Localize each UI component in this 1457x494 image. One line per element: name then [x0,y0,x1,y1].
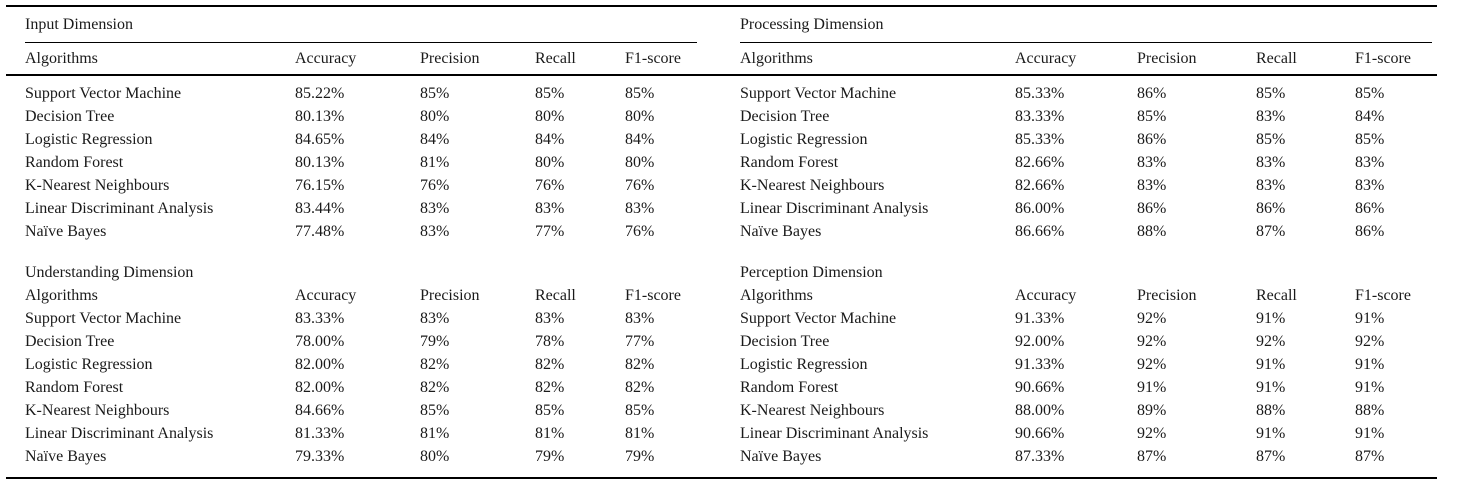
algorithm-name: Logistic Regression [740,131,868,148]
metric-value: 76.15% [295,177,345,194]
metric-value: 82.00% [295,379,345,396]
table-row [25,422,697,445]
table-row [25,399,697,422]
table-row [25,151,697,174]
metric-value: 86% [1355,200,1385,217]
table-row [25,330,697,353]
metric-value: 91.33% [1015,356,1065,373]
section-processing-dimension [740,7,1432,243]
metric-value: 83% [625,310,655,327]
algorithm-name: Logistic Regression [740,356,868,373]
section-title: Understanding Dimension [25,263,194,281]
metric-value: 82.00% [295,356,345,373]
table-row [740,399,1432,422]
table-row [740,376,1432,399]
metric-value: 91% [1256,310,1286,327]
algorithm-name: K-Nearest Neighbours [740,177,885,194]
metric-value: 92.00% [1015,333,1065,350]
table-body [25,307,697,468]
bottom-rule [6,477,1437,479]
table-row [740,220,1432,243]
metric-value: 85% [535,402,565,419]
metric-value: 92% [1137,356,1167,373]
metric-value: 81% [420,154,450,171]
table-row [740,174,1432,197]
metric-value: 83% [625,200,655,217]
column-header-f1-score: F1-score [1355,286,1411,304]
metric-value: 83% [535,310,565,327]
metric-value: 78% [535,333,565,350]
section-title-row [740,7,1432,42]
metric-value: 83% [535,200,565,217]
column-header-algorithms: Algorithms [25,286,98,304]
table-row [740,197,1432,220]
metric-value: 91.33% [1015,310,1065,327]
table-row [740,422,1432,445]
metric-value: 91% [1355,310,1385,327]
metric-value: 83% [420,223,450,240]
column-header-recall: Recall [1256,49,1297,67]
algorithm-name: Linear Discriminant Analysis [740,200,929,217]
column-header-recall: Recall [535,286,576,304]
algorithm-name: Linear Discriminant Analysis [740,425,929,442]
metric-value: 80% [625,108,655,125]
metric-value: 86.00% [1015,200,1065,217]
metric-value: 92% [1355,333,1385,350]
metric-value: 81% [420,425,450,442]
metric-value: 85.33% [1015,85,1065,102]
panel-right [728,7,1457,468]
metric-value: 91% [1355,356,1385,373]
metric-value: 87% [1355,448,1385,465]
metric-value: 85% [625,402,655,419]
metric-value: 81.33% [295,425,345,442]
metric-value: 80% [625,154,655,171]
metric-value: 78.00% [295,333,345,350]
metric-value: 91% [1256,379,1286,396]
column-header-accuracy: Accuracy [295,49,357,67]
algorithm-name: Linear Discriminant Analysis [25,425,214,442]
metric-value: 83.33% [1015,108,1065,125]
section-title: Processing Dimension [740,15,884,33]
metric-value: 79% [535,448,565,465]
metric-value: 86% [1137,200,1167,217]
column-header-f1-score: F1-score [1355,49,1411,67]
column-header-algorithms: Algorithms [740,286,813,304]
table-row [25,220,697,243]
metric-value: 80.13% [295,108,345,125]
metric-value: 85% [625,85,655,102]
metric-value: 85% [1355,131,1385,148]
table-row [25,128,697,151]
metric-value: 90.66% [1015,425,1065,442]
algorithm-name: Support Vector Machine [740,85,897,102]
metric-value: 91% [1256,356,1286,373]
metric-value: 87.33% [1015,448,1065,465]
metric-value: 79% [420,333,450,350]
column-header-f1-score: F1-score [625,49,681,67]
algorithm-name: Logistic Regression [25,131,153,148]
column-header-recall: Recall [1256,286,1297,304]
algorithm-name: Random Forest [25,379,124,396]
metric-value: 84% [535,131,565,148]
table-body [740,74,1432,243]
table-row [25,105,697,128]
metric-value: 83% [1256,154,1286,171]
metric-value: 82% [420,379,450,396]
metric-value: 80% [420,448,450,465]
table-row [740,445,1432,468]
section-perception-dimension [740,261,1432,468]
algorithm-name: Decision Tree [740,108,830,125]
table-row [25,353,697,376]
panel-left [0,7,728,468]
algorithm-name: Decision Tree [740,333,830,350]
algorithm-name: K-Nearest Neighbours [25,402,170,419]
column-header-row [25,43,697,74]
metric-value: 77% [625,333,655,350]
metric-value: 85% [1256,85,1286,102]
column-header-precision: Precision [1137,49,1197,67]
metric-value: 81% [535,425,565,442]
metric-value: 92% [1256,333,1286,350]
column-header-accuracy: Accuracy [1015,286,1077,304]
metric-value: 76% [625,177,655,194]
column-header-row [740,284,1432,307]
metric-value: 83% [1355,177,1385,194]
algorithm-name: Logistic Regression [25,356,153,373]
metric-value: 84% [420,131,450,148]
metric-value: 84.66% [295,402,345,419]
table-row [740,330,1432,353]
metric-value: 92% [1137,425,1167,442]
metric-value: 80.13% [295,154,345,171]
table-row [25,307,697,330]
metric-value: 87% [1256,223,1286,240]
metric-value: 76% [535,177,565,194]
section-input-dimension [25,7,697,243]
column-header-f1-score: F1-score [625,286,681,304]
table-body [25,74,697,243]
table-row [25,82,697,105]
column-header-recall: Recall [535,49,576,67]
column-header-algorithms: Algorithms [25,49,98,67]
metric-value: 79.33% [295,448,345,465]
metric-value: 91% [1355,379,1385,396]
section-title: Perception Dimension [740,263,883,281]
metric-value: 84.65% [295,131,345,148]
algorithm-name: K-Nearest Neighbours [740,402,885,419]
algorithm-name: Support Vector Machine [25,85,182,102]
metric-value: 87% [1137,448,1167,465]
algorithm-name: Random Forest [740,379,839,396]
metric-value: 80% [535,154,565,171]
metric-value: 83% [1137,154,1167,171]
metric-value: 81% [625,425,655,442]
algorithm-name: Support Vector Machine [740,310,897,327]
column-header-precision: Precision [1137,286,1197,304]
metric-value: 85% [420,85,450,102]
table-row [740,105,1432,128]
metric-value: 83% [420,200,450,217]
table-row [25,197,697,220]
metric-value: 92% [1137,310,1167,327]
metric-value: 83% [1256,177,1286,194]
metric-value: 88% [1137,223,1167,240]
metric-value: 76% [420,177,450,194]
table-row [25,376,697,399]
metric-value: 82% [420,356,450,373]
algorithm-name: Support Vector Machine [25,310,182,327]
section-title: Input Dimension [25,15,133,33]
column-header-algorithms: Algorithms [740,49,813,67]
metric-value: 90.66% [1015,379,1065,396]
algorithm-name: Naïve Bayes [25,448,107,465]
column-header-precision: Precision [420,286,480,304]
table-panels [0,7,1457,468]
section-understanding-dimension [25,261,697,468]
table-row [25,445,697,468]
metric-value: 84% [625,131,655,148]
metric-value: 80% [420,108,450,125]
table-row [740,82,1432,105]
algorithm-name: Naïve Bayes [740,223,822,240]
algorithm-name: Naïve Bayes [25,223,107,240]
metric-value: 80% [535,108,565,125]
metric-value: 89% [1137,402,1167,419]
metric-value: 83% [1137,177,1167,194]
column-header-accuracy: Accuracy [1015,49,1077,67]
metric-value: 77% [535,223,565,240]
section-title-row [25,7,697,42]
metric-value: 92% [1137,333,1167,350]
metric-value: 82% [625,379,655,396]
algorithm-name: Decision Tree [25,108,115,125]
algorithm-name: Decision Tree [25,333,115,350]
algorithm-name: Naïve Bayes [740,448,822,465]
metric-value: 82% [535,356,565,373]
table-body [740,307,1432,468]
section-title-row [25,261,697,284]
metric-value: 88% [1355,402,1385,419]
metric-value: 76% [625,223,655,240]
metric-value: 85% [1355,85,1385,102]
metric-value: 82% [625,356,655,373]
metric-value: 88% [1256,402,1286,419]
metric-value: 83% [420,310,450,327]
metric-value: 83.44% [295,200,345,217]
metric-value: 85% [535,85,565,102]
metric-value: 85.33% [1015,131,1065,148]
column-header-row [740,43,1432,74]
metric-value: 91% [1355,425,1385,442]
metric-value: 86% [1137,131,1167,148]
metric-value: 91% [1137,379,1167,396]
metric-value: 83% [1256,108,1286,125]
metric-value: 91% [1256,425,1286,442]
algorithm-name: Random Forest [740,154,839,171]
metric-value: 86.66% [1015,223,1065,240]
table-row [740,307,1432,330]
metric-value: 77.48% [295,223,345,240]
section-title-row [740,261,1432,284]
table-row [740,353,1432,376]
metric-value: 83% [1355,154,1385,171]
algorithm-name: Random Forest [25,154,124,171]
metric-value: 85.22% [295,85,345,102]
table-row [740,128,1432,151]
metric-value: 83.33% [295,310,345,327]
metric-value: 87% [1256,448,1286,465]
column-header-precision: Precision [420,49,480,67]
metric-value: 85% [1256,131,1286,148]
metric-value: 79% [625,448,655,465]
metric-value: 86% [1137,85,1167,102]
algorithm-name: Linear Discriminant Analysis [25,200,214,217]
table-row [740,151,1432,174]
table-row [25,174,697,197]
metric-value: 82% [535,379,565,396]
metric-value: 88.00% [1015,402,1065,419]
metric-value: 82.66% [1015,177,1065,194]
algorithm-name: K-Nearest Neighbours [25,177,170,194]
metric-value: 85% [1137,108,1167,125]
column-header-row [25,284,697,307]
metric-value: 84% [1355,108,1385,125]
metric-value: 82.66% [1015,154,1065,171]
metric-value: 86% [1355,223,1385,240]
column-header-accuracy: Accuracy [295,286,357,304]
metric-value: 86% [1256,200,1286,217]
metric-value: 85% [420,402,450,419]
